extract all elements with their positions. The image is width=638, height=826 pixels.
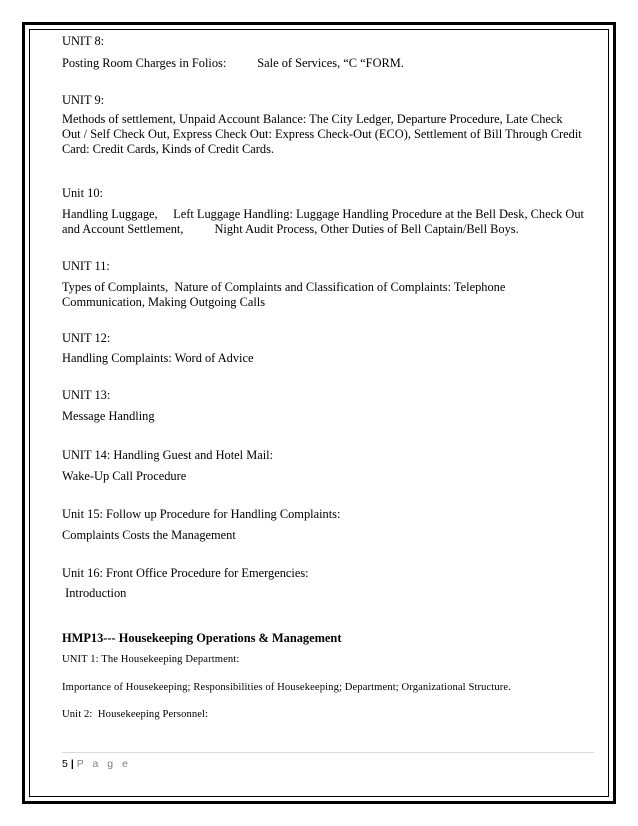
course-unit-1-heading: UNIT 1: The Housekeeping Department:: [62, 654, 240, 665]
course-unit-2-heading: Unit 2: Housekeeping Personnel:: [62, 709, 209, 720]
footer-divider: [62, 752, 594, 753]
unit-16-text: Introduction: [62, 586, 127, 600]
unit-10-text-line-1: Handling Luggage, Left Luggage Handling: Luggage Handling Procedure at the Bell Desk, Check Out: [62, 207, 584, 221]
unit-16-heading: Unit 16: Front Office Procedure for Emergencies:: [62, 566, 309, 580]
unit-15-text: Complaints Costs the Management: [62, 528, 236, 542]
unit-13-text: Message Handling: [62, 409, 155, 423]
unit-11-text-line-2: Communication, Making Outgoing Calls: [62, 295, 266, 309]
unit-12-heading: UNIT 12:: [62, 331, 111, 345]
page-footer: [62, 757, 131, 771]
unit-13-heading: UNIT 13:: [62, 388, 111, 402]
footer-separator: |: [70, 758, 74, 770]
unit-8-heading: UNIT 8:: [62, 34, 105, 48]
page-number: 5: [62, 758, 68, 770]
unit-8-text: Posting Room Charges in Folios: Sale of Services, “C “FORM.: [62, 56, 404, 70]
unit-15-heading: Unit 15: Follow up Procedure for Handling Complaints:: [62, 507, 341, 521]
unit-9-heading: UNIT 9:: [62, 93, 105, 107]
unit-10-text-line-2: and Account Settlement, Night Audit Process, Other Duties of Bell Captain/Bell Boys.: [62, 222, 519, 236]
unit-14-heading: UNIT 14: Handling Guest and Hotel Mail:: [62, 448, 274, 462]
unit-14-text: Wake-Up Call Procedure: [62, 469, 187, 483]
course-title: HMP13--- Housekeeping Operations & Management: [62, 631, 342, 645]
unit-9-text-line-3: Card: Credit Cards, Kinds of Credit Cards.: [62, 142, 274, 156]
unit-10-heading: Unit 10:: [62, 186, 103, 200]
unit-11-heading: UNIT 11:: [62, 259, 110, 273]
page-label: P a g e: [76, 758, 131, 770]
unit-12-text: Handling Complaints: Word of Advice: [62, 351, 254, 365]
course-unit-1-text: Importance of Housekeeping; Responsibilities of Housekeeping; Department; Organizational Structure.: [62, 682, 511, 693]
unit-9-text-line-1: Methods of settlement, Unpaid Account Balance: The City Ledger, Departure Procedure, Late Check: [62, 112, 563, 126]
unit-9-text-line-2: Out / Self Check Out, Express Check Out: Express Check-Out (ECO), Settlement of Bill Through Credit: [62, 127, 582, 141]
unit-11-text-line-1: Types of Complaints, Nature of Complaints and Classification of Complaints: Telephone: [62, 280, 506, 294]
